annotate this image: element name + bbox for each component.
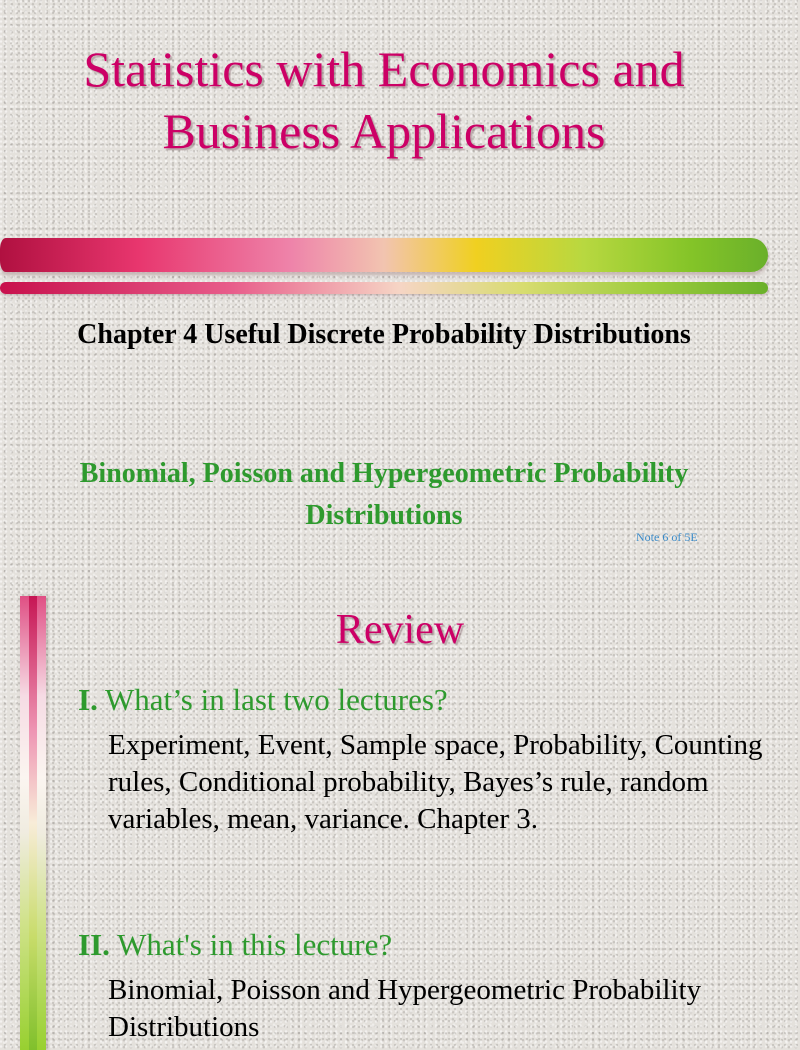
question-2-heading — [78, 925, 392, 965]
question-1-heading — [78, 680, 448, 720]
chapter-subtitle: Binomial, Poisson and Hypergeometric Probability Distributions — [79, 458, 689, 531]
question-2-text: What's in this lecture? — [117, 927, 393, 962]
decorative-vertical-bar — [20, 596, 46, 1050]
slide-title-heading: Statistics with Economics and Business Applications — [83, 41, 685, 159]
question-1-number: I. — [78, 682, 98, 717]
slide-review — [0, 570, 768, 1043]
decorative-stripe-lower — [0, 282, 768, 294]
question-2-body: Binomial, Poisson and Hypergeometric Probability Distributions — [108, 974, 702, 1043]
chapter-heading: Chapter 4 Useful Discrete Probability Distributions — [77, 319, 691, 350]
question-1-body: Experiment, Event, Sample space, Probability, Counting rules, Conditional probability, Bayes’s rule, random variables, mean, variance. Chapter 3. — [108, 729, 763, 835]
review-heading: Review — [335, 607, 465, 653]
question-1-text: What’s in last two lectures? — [105, 682, 448, 717]
question-2-number: II. — [78, 927, 110, 962]
decorative-stripe-upper — [0, 238, 768, 272]
note-label: Note 6 of 5E — [636, 530, 698, 544]
